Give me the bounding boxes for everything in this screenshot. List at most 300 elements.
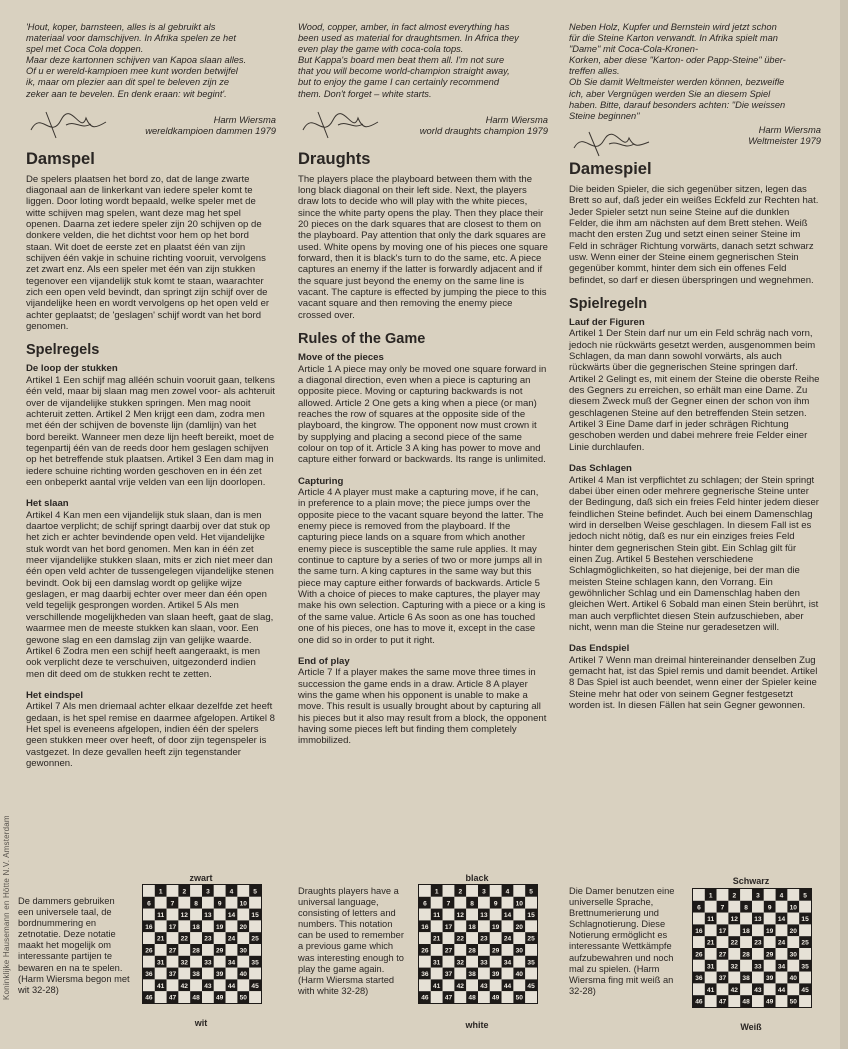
quote-line: haben. Bitte, darauf besonders achten: "Die weissen (569, 99, 786, 110)
board-square-light (443, 979, 455, 991)
square-number: 5 (529, 888, 533, 896)
board-square-light (787, 936, 799, 948)
signer (748, 124, 821, 146)
square-number: 14 (777, 916, 786, 924)
square-number: 38 (192, 971, 200, 979)
square-number: 37 (168, 971, 177, 979)
signer-title: wereldkampioen dammen 1979 (145, 124, 276, 136)
section-title: Damespiel (569, 159, 652, 178)
square-number: 3 (206, 888, 210, 896)
square-number: 29 (216, 947, 224, 955)
quote-line: für die Steine Karton verwandt. In Afrika spielt man (569, 33, 778, 44)
board-square-light (167, 885, 179, 897)
square-number: 17 (168, 923, 177, 931)
square-number: 11 (157, 912, 165, 920)
board-square-light (787, 983, 799, 995)
square-number: 36 (145, 971, 153, 979)
square-number: 41 (157, 982, 165, 990)
board-grid (142, 884, 262, 1004)
board-square-light (237, 956, 249, 968)
square-number: 40 (789, 975, 797, 983)
section-title: Damspel (26, 149, 95, 168)
quote-line: "Dame" mit Coca-Cola-Kronen- (569, 44, 699, 55)
square-number: 18 (468, 923, 476, 931)
square-number: 28 (742, 951, 750, 959)
square-number: 20 (239, 923, 247, 931)
board-square-light (419, 885, 431, 897)
signature-block (569, 122, 821, 160)
square-number: 46 (145, 994, 153, 1002)
square-number: 22 (730, 939, 738, 947)
square-number: 22 (456, 935, 464, 943)
square-number: 10 (789, 904, 797, 912)
board-square-light (740, 889, 752, 901)
column-dutch (26, 22, 276, 769)
signer (420, 114, 548, 136)
board-square-light (167, 932, 179, 944)
board-square-light (190, 979, 202, 991)
square-number: 9 (493, 900, 498, 908)
square-number: 8 (744, 904, 748, 912)
board-square-light (525, 897, 537, 909)
board-square-light (143, 956, 155, 968)
square-number: 28 (192, 947, 200, 955)
square-number: 27 (718, 951, 727, 959)
square-number: 48 (468, 994, 476, 1002)
board-square-light (740, 913, 752, 925)
board-square-light (693, 936, 705, 948)
board-square-light (237, 909, 249, 921)
quote-line: Korken, aber diese "Karton- oder Papp-Steine" über- (569, 55, 786, 66)
subsection-title: Lauf der Figuren (569, 316, 645, 328)
board-square-light (226, 944, 238, 956)
square-number: 21 (433, 935, 441, 943)
section-title: Draughts (298, 149, 371, 168)
square-number: 41 (707, 986, 715, 994)
square-number: 34 (227, 959, 236, 967)
board-square-light (419, 956, 431, 968)
signer-name: Harm Wiersma (758, 123, 821, 135)
square-number: 17 (718, 927, 727, 935)
board-square-light (740, 936, 752, 948)
square-number: 32 (456, 959, 464, 967)
column-german (569, 22, 821, 711)
square-number: 29 (492, 947, 500, 955)
signer-title: world draughts champion 1979 (419, 124, 548, 136)
board-square-light (490, 885, 502, 897)
square-number: 3 (482, 888, 486, 896)
square-number: 12 (456, 912, 464, 920)
board-square-light (787, 913, 799, 925)
square-number: 49 (492, 994, 500, 1002)
board-square-light (178, 968, 190, 980)
board-square-light (249, 944, 261, 956)
board-square-light (740, 983, 752, 995)
square-number: 33 (754, 963, 762, 971)
board-square-light (799, 901, 811, 913)
square-number: 16 (421, 923, 429, 931)
board-square-light (776, 948, 788, 960)
square-number: 39 (492, 971, 500, 979)
numbered-board-german (692, 888, 812, 1013)
signature (569, 122, 679, 162)
square-number: 36 (421, 971, 429, 979)
intro-text: Die beiden Spieler, die sich gegenüber sitzen, legen das Brett so auf, daß jeder ein weißes Eckfeld zur Rechten hat. Jeder Spieler setzt nun seine Steine auf die dunklen Felder, die ihm am nächsten auf dem Brett stehen. Weiß macht den ersten Zug und setzt einen seiner Steine im Feld in schräger Richtung vorwärts, danach setzt schwarz usw. Wenn einer der Steine einem gegnerischen Stein gegenüber kommt, hinter dem sich ein offenes Feld befindet, so darf er diesen überspringen und wegnehmen. (569, 183, 819, 286)
quote-line: 'Hout, koper, barnsteen, alles is al gebruikt als (26, 22, 216, 32)
board-square-light (525, 991, 537, 1003)
square-number: 32 (180, 959, 188, 967)
board-square-light (443, 932, 455, 944)
square-number: 35 (527, 959, 535, 967)
square-number: 21 (707, 939, 715, 947)
board-square-light (143, 885, 155, 897)
board-square-light (178, 944, 190, 956)
board-square-light (249, 968, 261, 980)
square-number: 15 (251, 912, 259, 920)
square-number: 46 (695, 998, 703, 1006)
board-square-light (237, 932, 249, 944)
board-square-light (155, 897, 167, 909)
square-number: 20 (789, 927, 797, 935)
square-number: 1 (708, 892, 713, 900)
square-number: 11 (707, 916, 715, 924)
square-number: 42 (730, 986, 738, 994)
board-square-light (431, 897, 443, 909)
board-square-light (693, 913, 705, 925)
board-square-light (502, 968, 514, 980)
square-number: 16 (695, 927, 703, 935)
board-square-light (502, 920, 514, 932)
square-number: 21 (157, 935, 165, 943)
rules-title: Rules of the Game (298, 331, 426, 348)
board-square-light (190, 932, 202, 944)
board-square-light (513, 979, 525, 991)
square-number: 31 (157, 959, 165, 967)
board-bottom-label: white (465, 1020, 489, 1030)
numbered-board-dutch (142, 884, 262, 1009)
square-number: 16 (145, 923, 153, 931)
square-number: 43 (204, 982, 212, 990)
square-number: 2 (182, 888, 187, 896)
square-number: 18 (742, 927, 750, 935)
board-square-light (717, 889, 729, 901)
signature-block (298, 100, 548, 150)
square-number: 4 (779, 892, 784, 900)
square-number: 25 (801, 939, 809, 947)
signature (26, 100, 136, 144)
quote-line: zeker aan te bevelen. En denk eraan: wit begint'. (26, 88, 227, 99)
board-square-light (740, 960, 752, 972)
board-square-light (190, 956, 202, 968)
square-number: 34 (503, 959, 512, 967)
board-square-light (226, 968, 238, 980)
board-square-light (728, 901, 740, 913)
board-square-light (454, 991, 466, 1003)
square-number: 8 (194, 900, 198, 908)
board-square-light (214, 956, 226, 968)
board-square-light (443, 956, 455, 968)
board-square-light (431, 920, 443, 932)
quote-line: Wood, copper, amber, in fact almost everything has (298, 22, 510, 32)
square-number: 34 (777, 963, 786, 971)
square-number: 47 (168, 994, 177, 1002)
board-square-light (202, 968, 214, 980)
notation-text-german: Die Damer benutzen eine universelle Sprache, Brettnumerierung und Schlagnotierung. Diese Notierung ermöglicht es interessante Wettkämpfe aufzubewahren und noch mal zu spielen. (Harm Wiersma fing mit weiß an 32-28) (569, 886, 675, 996)
board-square-light (513, 932, 525, 944)
square-number: 38 (468, 971, 476, 979)
square-number: 15 (527, 912, 535, 920)
quote-english (298, 22, 548, 100)
board-bottom-label: wit (194, 1018, 208, 1028)
square-number: 43 (754, 986, 762, 994)
quote-line: Ob Sie damit Weltmeister werden können, bezweifle (569, 77, 785, 88)
square-number: 48 (742, 998, 750, 1006)
board-square-light (502, 944, 514, 956)
square-number: 45 (527, 982, 535, 990)
board-bottom-label: Weiß (740, 1022, 762, 1032)
square-number: 10 (239, 900, 247, 908)
signer-title: Weltmeister 1979 (748, 135, 821, 147)
board-square-light (249, 897, 261, 909)
square-number: 13 (480, 912, 488, 920)
square-number: 49 (216, 994, 224, 1002)
board-square-light (443, 909, 455, 921)
board-square-light (249, 920, 261, 932)
board-square-light (513, 885, 525, 897)
square-number: 41 (433, 982, 441, 990)
square-number: 17 (444, 923, 453, 931)
board-square-light (764, 913, 776, 925)
board-square-light (178, 897, 190, 909)
square-number: 24 (227, 935, 236, 943)
square-number: 38 (742, 975, 750, 983)
numbered-board-english (418, 884, 538, 1009)
square-number: 9 (767, 904, 772, 912)
square-number: 4 (505, 888, 510, 896)
board-square-light (190, 885, 202, 897)
board-square-light (237, 979, 249, 991)
square-number: 23 (204, 935, 212, 943)
subsection-title: Capturing (298, 475, 344, 487)
square-number: 26 (145, 947, 153, 955)
board-square-light (799, 995, 811, 1007)
board-square-light (752, 972, 764, 984)
square-number: 4 (229, 888, 234, 896)
board-square-light (143, 932, 155, 944)
subsection-title: Das Endspiel (569, 643, 630, 655)
square-number: 24 (503, 935, 512, 943)
subsection-title: End of play (298, 655, 350, 667)
square-number: 50 (789, 998, 797, 1006)
board-square-light (717, 983, 729, 995)
board-square-light (143, 909, 155, 921)
board-square-light (728, 924, 740, 936)
square-number: 32 (730, 963, 738, 971)
square-number: 20 (515, 923, 523, 931)
board-square-light (490, 956, 502, 968)
board-square-light (728, 972, 740, 984)
square-number: 29 (766, 951, 774, 959)
quote-line: But Kappa's board men beat them all. I'm not sure (298, 55, 505, 66)
square-number: 13 (204, 912, 212, 920)
board-square-light (249, 991, 261, 1003)
square-number: 33 (204, 959, 212, 967)
quote-line: Of u er wereld-kampioen mee kunt worden betwijfel (26, 66, 238, 77)
board-square-light (717, 936, 729, 948)
quote-line: them. Don't forget – white starts. (298, 88, 432, 99)
board-square-light (454, 944, 466, 956)
quote-line: Maar deze kartonnen schijven van Kapoa slaan alles. (26, 55, 247, 66)
board-square-light (490, 979, 502, 991)
board-square-light (490, 909, 502, 921)
square-number: 19 (766, 927, 774, 935)
quote-dutch (26, 22, 276, 100)
square-number: 2 (458, 888, 463, 896)
subsection-title: Het eindspel (26, 689, 84, 701)
board-square-light (431, 944, 443, 956)
square-number: 25 (251, 935, 259, 943)
board-square-light (728, 948, 740, 960)
board-square-light (705, 995, 717, 1007)
intro-text: The players place the playboard between them with the long black diagonal on their left side. Next, the players draw lots to decide who will play with the white pieces, since the white party opens the play. Then they place their 20 pieces on the dark squares that are closest to them on the playboard. Pay attention that only the dark squares are used. White opens by moving one of his pieces one square forward, then it is black's turn to do the same, etc. A piece captures an enemy if the latter is forwardly adjacent and if the square just beyond the enemy on the same line is vacant. The capture is effected by jumping the piece to this vacant square and then removing the enemy piece crossed over. (298, 173, 548, 321)
square-number: 11 (433, 912, 441, 920)
board-square-light (705, 924, 717, 936)
board-square-light (490, 932, 502, 944)
square-number: 35 (801, 963, 809, 971)
board-square-light (202, 944, 214, 956)
board-grid (418, 884, 538, 1004)
square-number: 5 (803, 892, 807, 900)
board-square-light (202, 897, 214, 909)
square-number: 7 (170, 900, 175, 908)
square-number: 6 (147, 900, 151, 908)
column-english (298, 22, 548, 747)
board-square-light (776, 995, 788, 1007)
square-number: 5 (253, 888, 257, 896)
square-number: 7 (720, 904, 725, 912)
board-grid (692, 888, 812, 1008)
board-square-light (214, 932, 226, 944)
board-square-light (799, 924, 811, 936)
board-square-light (454, 968, 466, 980)
square-number: 3 (756, 892, 760, 900)
board-square-light (466, 885, 478, 897)
board-square-light (419, 979, 431, 991)
square-number: 26 (421, 947, 429, 955)
square-number: 44 (503, 982, 512, 990)
signer (145, 114, 276, 136)
board-square-light (167, 909, 179, 921)
quote-line: even play the game with coca-cola tops. (298, 44, 464, 55)
board-square-light (787, 960, 799, 972)
square-number: 44 (227, 982, 236, 990)
page-edge (840, 0, 848, 1049)
board-square-light (454, 897, 466, 909)
board-top-label: zwart (189, 873, 213, 883)
signer-name: Harm Wiersma (213, 113, 276, 125)
square-number: 12 (180, 912, 188, 920)
board-square-light (202, 920, 214, 932)
board-square-light (502, 991, 514, 1003)
quote-line: materiaal voor damschijven. In Afrika spelen ze het (26, 33, 236, 44)
board-square-light (167, 956, 179, 968)
square-number: 19 (216, 923, 224, 931)
square-number: 6 (423, 900, 427, 908)
board-square-light (178, 991, 190, 1003)
quote-line: Neben Holz, Kupfer und Bernstein wird jetzt schon (569, 22, 777, 32)
board-square-light (214, 885, 226, 897)
board-square-light (190, 909, 202, 921)
board-square-light (513, 956, 525, 968)
board-square-light (705, 948, 717, 960)
quote-line: ik, maar om plezier aan dit spel te beleven zijn ze (26, 77, 230, 88)
square-number: 42 (180, 982, 188, 990)
quote-line: treffen alles. (569, 66, 620, 77)
board-square-light (466, 932, 478, 944)
square-number: 50 (515, 994, 523, 1002)
vertical-credit: Koninklijke Hausemann en Hötte N.V. Amsterdam (2, 815, 11, 1000)
square-number: 1 (434, 888, 439, 896)
square-number: 15 (801, 916, 809, 924)
subsection-title: De loop der stukken (26, 363, 118, 375)
board-square-light (717, 913, 729, 925)
rules-title: Spielregeln (569, 295, 648, 312)
square-number: 27 (168, 947, 177, 955)
board-square-light (525, 944, 537, 956)
square-number: 25 (527, 935, 535, 943)
board-square-light (764, 936, 776, 948)
board-square-light (178, 920, 190, 932)
board-square-light (214, 979, 226, 991)
square-number: 47 (718, 998, 727, 1006)
square-number: 45 (801, 986, 809, 994)
square-number: 1 (158, 888, 163, 896)
board-square-light (693, 960, 705, 972)
quote-line: spel met Coca Cola doppen. (26, 44, 144, 55)
square-number: 45 (251, 982, 259, 990)
square-number: 40 (515, 971, 523, 979)
square-number: 44 (777, 986, 786, 994)
board-square-light (525, 968, 537, 980)
board-square-light (443, 885, 455, 897)
square-number: 33 (480, 959, 488, 967)
board-square-light (155, 920, 167, 932)
quote-line: ich, aber Vergnügen werden Sie an diesem Spiel (569, 88, 771, 99)
board-square-light (226, 991, 238, 1003)
square-number: 47 (444, 994, 453, 1002)
square-number: 35 (251, 959, 259, 967)
board-square-light (776, 901, 788, 913)
board-square-light (752, 924, 764, 936)
quote-line: been used as material for draughtsmen. In Africa they (298, 33, 519, 44)
board-square-light (155, 944, 167, 956)
board-square-light (728, 995, 740, 1007)
board-top-label: black (465, 873, 489, 883)
board-square-light (214, 909, 226, 921)
rules-text: Artikel 7 Als men driemaal achter elkaar dezelfde zet heeft gedaan, is het spel remise en daarmee afgelopen. Artikel 8 Het spel is eveneens afgelopen, indien één der spelers geen stukken meer over heeft, of door zijn tegenspeler is vastgezet. In deze gevallen heeft zijn tegenstander gewonnen. (26, 701, 275, 769)
square-number: 36 (695, 975, 703, 983)
square-number: 13 (754, 916, 762, 924)
intro-text: De spelers plaatsen het bord zo, dat de lange zwarte diagonaal aan de linkerkant van iedere speler komt te liggen. Door loting wordt bepaald, welke speler met de witte schijven mag spelen, want deze mag het spel openen. Daarna zet iedere speler zijn 20 schijven op de donkere velden, die het dichtst voor hem op het bord staan. Wit doet de eerste zet en plaatst één van zijn schijven één vakje in schuine richting vooruit, vervolgens zet zwart enz. Als een speler met één van zijn stukken tegenover een vijandelijk stuk komt te staan, waarachter zich een open veld bevindt, dan springt zijn schijf over de vijandelijke heen en wordt vervolgens op het open veld er achter geplaatst; de 'geslagen' schijf wordt van het bord genomen. (26, 173, 270, 333)
square-number: 43 (480, 982, 488, 990)
board-square-light (799, 948, 811, 960)
square-number: 50 (239, 994, 247, 1002)
rules-title: Spelregels (26, 342, 100, 359)
board-square-light (787, 889, 799, 901)
square-number: 27 (444, 947, 453, 955)
rules-text: Artikel 4 Man ist verpflichtet zu schlagen; der Stein springt dabei über einen oder mehrere gegnerische Steine unter der Bedingung, daß sich ein freies Feld hinter jedem dieser feindlichen Steine befindet. Auch bei einem Damenschlag wird in derselben Weise geschlagen. In diesem Fall ist es jedoch nicht nötig, daß es nur ein einziges freies Feld hinter dem gegnerischen Stein gibt. Ein Schlag gilt für einen Zug. Artikel 5 Bestehen verschiedene Schlagmöglichkeiten, so hat diejenige, bei der man die meisten Steine schlagen kann, den Vorrang. Ein gewöhnlicher Schlag und ein Damenschlag haben den gleichen Wert. Artikel 6 Sobald man einen Stein berührt, ist man auch verpflichtet diesen Stein aufzuschieben, aber nicht, wenn man die Steine nur geradesetzen will. (569, 474, 819, 633)
square-number: 9 (217, 900, 222, 908)
